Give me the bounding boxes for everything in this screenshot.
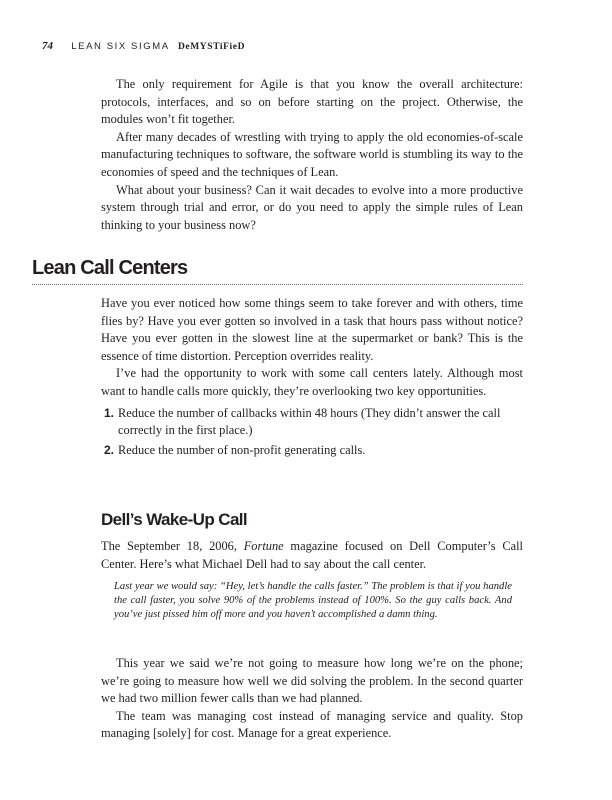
quote-text: Last year we would say: “Hey, let’s handle the calls faster.” The problem is that if you handle the call faster, you solve 90% of the problems instead of 100%. So the guy calls back. And you’ve just pissed him off more and you haven’t accomplished a damn thing. <box>114 581 512 620</box>
subsection-heading: Dell’s Wake-Up Call <box>101 510 248 529</box>
section-heading: Lean Call Centers <box>32 257 523 285</box>
paragraph: I’ve had the opportunity to work with some call centers lately. Although most want to handle calls more quickly, they’re overlooking two key opportunities. <box>101 366 523 398</box>
section-text <box>101 295 523 461</box>
list-text: Reduce the number of callbacks within 48 hours (They didn’t answer the call correctly in the first place.) <box>118 405 501 438</box>
paragraph <box>101 538 523 573</box>
paragraph: The team was managing cost instead of managing service and quality. Stop managing [solely] for cost. Manage for a great experience. <box>101 708 523 741</box>
paragraph: What about your business? Can it wait decades to evolve into a more productive system through trial and error, or do you need to apply the simple rules of Lean thinking to your business now? <box>101 182 523 232</box>
intro-text <box>101 76 523 234</box>
paragraph: Have you ever noticed how some things seem to take forever and with others, time flies by? Have you ever gotten so involved in a task that hours pass without notice? Have you ever gotten in the slowest line at the supermarket or bank? This is the essence of time distortion. Perception overrides reality. <box>101 296 523 363</box>
series-name: DeMYSTiFieD <box>177 42 246 52</box>
list-item <box>101 405 523 440</box>
intro-text-before: The September 18, 2006, <box>101 539 244 553</box>
list-number: 1. <box>104 405 115 420</box>
book-title: LEAN SIX SIGMA <box>71 41 170 52</box>
running-head <box>42 40 245 52</box>
magazine-title: Fortune <box>243 539 284 553</box>
list-text: Reduce the number of non-profit generating calls. <box>118 442 366 457</box>
numbered-list <box>101 405 523 460</box>
paragraph: The only requirement for Agile is that you know the overall architecture: protocols, interfaces, and so on before starting on the project. Otherwise, the modules won’t fit together. <box>101 77 523 127</box>
paragraph: After many decades of wrestling with trying to apply the old economies-of-scale manufacturing techniques to software, the software world is stumbling its way to the economies of speed and the techniques of Lean. <box>101 129 523 179</box>
list-number: 2. <box>104 442 115 457</box>
subsection-intro <box>101 538 523 573</box>
subsection-text <box>101 655 523 743</box>
intro-text-after: magazine focused on Dell Computer’s Call Center. Here’s what Michael Dell had to say about the call center. <box>101 539 523 571</box>
paragraph: This year we said we’re not going to measure how long we’re on the phone; we’re going to measure how well we did solving the problem. In the second quarter we had two million fewer calls than we had planned. <box>101 656 523 706</box>
block-quote <box>114 580 512 621</box>
page-number: 74 <box>42 40 53 52</box>
list-item <box>101 442 523 460</box>
